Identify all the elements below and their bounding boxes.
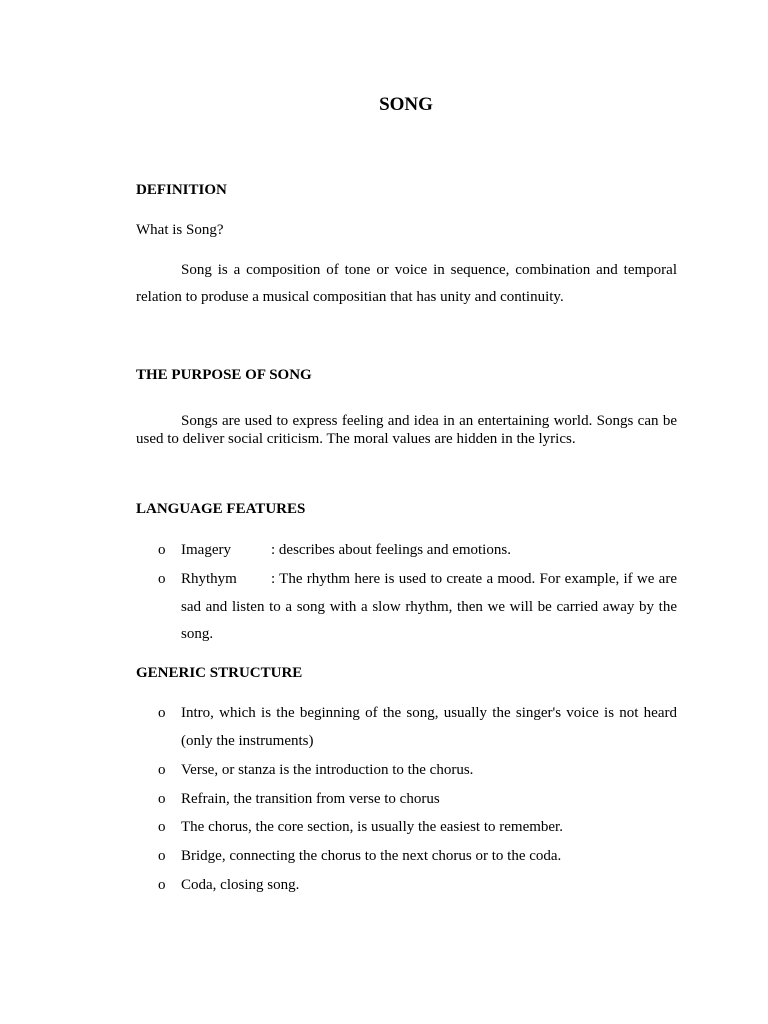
feature-term: Imagery	[181, 542, 231, 558]
definition-question: What is Song?	[136, 222, 224, 238]
structure-item-text: Verse, or stanza is the introduction to the chorus.	[181, 761, 474, 778]
list-item	[136, 756, 677, 784]
purpose-paragraph: Songs are used to express feeling and idea in an entertaining world. Songs can be used to deliver social criticism. The moral values are hidden in the lyrics.	[136, 413, 677, 447]
bullet-marker: o	[158, 761, 166, 778]
bullet-marker: o	[158, 790, 166, 807]
bullet-marker: o	[158, 542, 166, 558]
feature-term: Rhythym	[181, 571, 237, 587]
document-title: SONG	[379, 94, 433, 115]
list-item	[136, 813, 677, 841]
language-features-list	[136, 537, 677, 650]
list-item	[136, 699, 677, 755]
list-item	[136, 785, 677, 813]
language-features-heading: LANGUAGE FEATURES	[136, 501, 306, 517]
structure-item-text: Intro, which is the beginning of the song, usually the singer's voice is not heard (only the instruments)	[181, 705, 677, 749]
bullet-marker: o	[158, 571, 166, 587]
definition-paragraph: Song is a composition of tone or voice in sequence, combination and temporal relation to produse a musical compositian that has unity and continuity.	[136, 262, 677, 305]
structure-item-text: Refrain, the transition from verse to chorus	[181, 790, 440, 807]
definition-heading: DEFINITION	[136, 182, 227, 198]
bullet-marker: o	[158, 848, 166, 865]
feature-description: : The rhythm here is used to create a mood. For example, if we are sad and listen to a song with a slow rhythm, then we will be carried away by the song.	[181, 571, 677, 642]
structure-item-text: Bridge, connecting the chorus to the next chorus or to the coda.	[181, 848, 562, 865]
generic-structure-heading: GENERIC STRUCTURE	[136, 665, 303, 681]
list-item	[136, 537, 677, 565]
structure-item-text: The chorus, the core section, is usually the easiest to remember.	[181, 819, 563, 836]
bullet-marker: o	[158, 876, 166, 893]
list-item	[136, 842, 677, 870]
bullet-marker: o	[158, 705, 166, 721]
list-item	[136, 566, 677, 649]
structure-item-text: Coda, closing song.	[181, 876, 300, 893]
list-item	[136, 871, 677, 899]
purpose-heading: THE PURPOSE OF SONG	[136, 367, 312, 383]
feature-description: : describes about feelings and emotions.	[271, 542, 511, 558]
bullet-marker: o	[158, 819, 166, 836]
generic-structure-list	[136, 699, 677, 900]
